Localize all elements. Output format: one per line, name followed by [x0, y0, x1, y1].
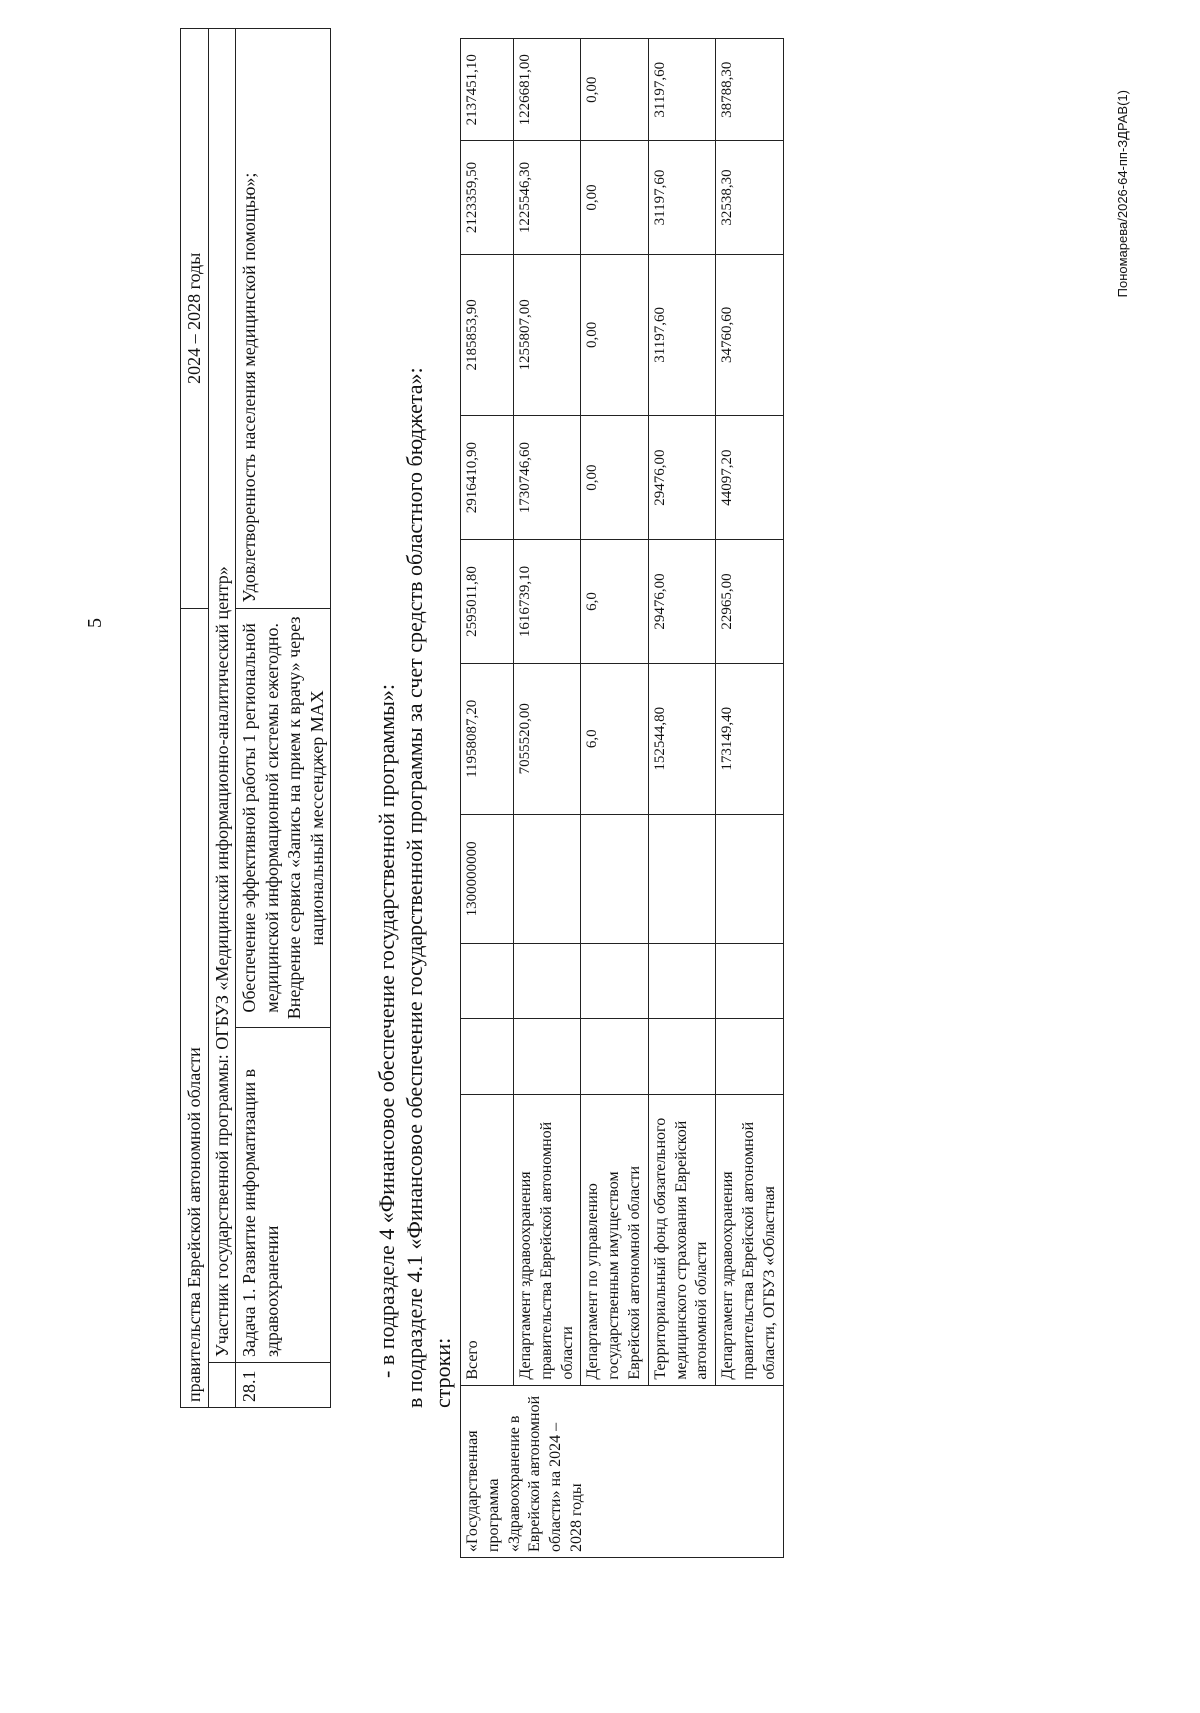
value-cell: 0,00 — [581, 254, 648, 416]
value-cell: 29476,00 — [648, 416, 715, 540]
value-cell: 6,0 — [581, 540, 648, 664]
value-cell: 173149,40 — [716, 663, 783, 814]
empty-cell — [716, 943, 783, 1018]
task-description-line: Внедрение сервиса «Запись на прием к врачу» через национальный мессенджер MAX — [284, 616, 327, 1020]
value-cell: 31197,60 — [648, 254, 715, 416]
task-title-cell: Задача 1. Развитие информатизации в здравоохранении — [236, 1028, 331, 1363]
value-cell: 2185853,90 — [461, 254, 514, 416]
subsection-4-line: - в подразделе 4 «Финансовое обеспечение государственной программы»: — [374, 683, 399, 1378]
value-cell: 31197,60 — [648, 141, 715, 254]
empty-cell — [648, 1019, 715, 1094]
empty-cell — [581, 943, 648, 1018]
task-description-cell — [236, 608, 331, 1028]
empty-cell — [514, 1019, 581, 1094]
task-number-cell: 28.1 — [236, 1363, 331, 1408]
value-cell: 2123359,50 — [461, 141, 514, 254]
empty-cell — [648, 814, 715, 943]
table-row — [581, 39, 648, 1558]
empty-cell — [716, 1019, 783, 1094]
table-row — [181, 29, 209, 1408]
value-cell: 0,00 — [581, 141, 648, 254]
value-cell: 22965,00 — [716, 540, 783, 664]
value-cell: 2595011,80 — [461, 540, 514, 664]
financing-table — [460, 38, 784, 1558]
executor-cell: Территориальный фонд обязательного медицинского страхования Еврейской автономной области — [648, 1094, 715, 1385]
value-cell: 11958087,20 — [461, 663, 514, 814]
value-cell: 7055520,00 — [514, 663, 581, 814]
table-row — [648, 39, 715, 1558]
table-row — [236, 29, 331, 1408]
value-cell: 0,00 — [581, 416, 648, 540]
value-cell: 1225546,30 — [514, 141, 581, 254]
empty-cell — [208, 1363, 236, 1408]
value-cell: 2916410,90 — [461, 416, 514, 540]
empty-cell — [648, 943, 715, 1018]
table-row — [461, 39, 514, 1558]
executor-cell: Департамент здравоохранения правительства Еврейской автономной области — [514, 1094, 581, 1385]
value-cell: 1226681,00 — [514, 39, 581, 141]
value-cell: 31197,60 — [648, 39, 715, 141]
subsection-4-1-line: в подразделе 4.1 «Финансовое обеспечение государственной программы за счет средств областного бюджета»: — [402, 367, 427, 1408]
empty-cell — [581, 1019, 648, 1094]
value-cell: 1730746,60 — [514, 416, 581, 540]
executor-cell: Департамент здравоохранения правительства Еврейской автономной области, ОГБУЗ «Областная — [716, 1094, 783, 1385]
empty-cell — [461, 943, 514, 1018]
task-description-line: Обеспечение эффективной работы 1 региональной медицинской информационной системы ежегодно. — [239, 623, 282, 1013]
value-cell: 32538,30 — [716, 141, 783, 254]
value-cell: 34760,60 — [716, 254, 783, 416]
empty-cell — [461, 1019, 514, 1094]
rows-label: строки: — [430, 1337, 455, 1408]
table-row — [514, 39, 581, 1558]
tasks-table — [180, 28, 331, 1408]
empty-cell — [514, 814, 581, 943]
value-cell: 6,0 — [581, 663, 648, 814]
value-cell: 29476,00 — [648, 540, 715, 664]
program-name-cell: «Государственная программа «Здравоохранение в Еврейской автономной области» на 2024 – 2028 годы — [461, 1385, 784, 1557]
value-cell: 44097,20 — [716, 416, 783, 540]
task-result-cell: Удовлетворенность населения медицинской помощью»; — [236, 29, 331, 609]
participant-cell: Участник государственной программы: ОГБУЗ «Медицинский информационно-аналитический центр» — [208, 29, 236, 1363]
table-row — [208, 29, 236, 1408]
program-code-cell: 1300000000 — [461, 814, 514, 943]
value-cell: 38788,30 — [716, 39, 783, 141]
value-cell: 1255807,00 — [514, 254, 581, 416]
department-cell: правительства Еврейской автономной области — [181, 608, 209, 1407]
executor-cell: Всего — [461, 1094, 514, 1385]
table-row — [716, 39, 783, 1558]
value-cell: 2137451,10 — [461, 39, 514, 141]
value-cell: 1616739,10 — [514, 540, 581, 664]
value-cell: 0,00 — [581, 39, 648, 141]
empty-cell — [581, 814, 648, 943]
value-cell: 152544,80 — [648, 663, 715, 814]
page-number: 5 — [84, 618, 106, 628]
period-cell: 2024 – 2028 годы — [181, 29, 209, 609]
empty-cell — [716, 814, 783, 943]
document-footer-id: Пономарева/2026-64-пп-ЗДРАВ(1) — [1115, 90, 1130, 298]
empty-cell — [514, 943, 581, 1018]
executor-cell: Департамент по управлению государственным имуществом Еврейской автономной области — [581, 1094, 648, 1385]
